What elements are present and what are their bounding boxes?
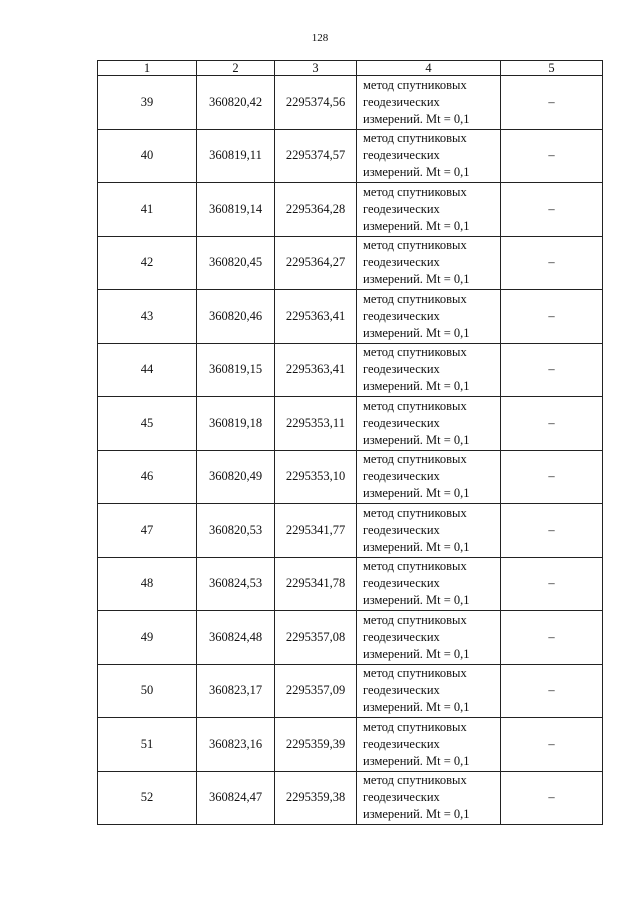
- note-cell: –: [501, 76, 603, 130]
- note-cell: –: [501, 664, 603, 718]
- x-coordinate-cell: 360820,42: [197, 76, 275, 130]
- y-coordinate-cell: 2295364,27: [275, 236, 357, 290]
- x-coordinate-cell: 360820,45: [197, 236, 275, 290]
- method-cell: метод спутниковых геодезических измерений. Mt = 0,1: [357, 397, 501, 451]
- note-cell: –: [501, 718, 603, 772]
- point-number-cell: 51: [98, 718, 197, 772]
- x-coordinate-cell: 360823,17: [197, 664, 275, 718]
- note-cell: –: [501, 450, 603, 504]
- point-number-cell: 42: [98, 236, 197, 290]
- x-coordinate-cell: 360819,14: [197, 183, 275, 237]
- header-col-3: 3: [275, 61, 357, 76]
- table-row: [98, 771, 603, 825]
- header-col-2: 2: [197, 61, 275, 76]
- table-row: [98, 236, 603, 290]
- note-cell: –: [501, 183, 603, 237]
- coordinates-table: [97, 60, 603, 825]
- y-coordinate-cell: 2295341,78: [275, 557, 357, 611]
- note-cell: –: [501, 343, 603, 397]
- header-col-1: 1: [98, 61, 197, 76]
- point-number-cell: 44: [98, 343, 197, 397]
- method-cell: метод спутниковых геодезических измерений. Mt = 0,1: [357, 557, 501, 611]
- method-cell: метод спутниковых геодезических измерений. Mt = 0,1: [357, 343, 501, 397]
- point-number-cell: 50: [98, 664, 197, 718]
- table-row: [98, 343, 603, 397]
- table-row: [98, 450, 603, 504]
- table-row: [98, 183, 603, 237]
- note-cell: –: [501, 611, 603, 665]
- table-row: [98, 557, 603, 611]
- y-coordinate-cell: 2295341,77: [275, 504, 357, 558]
- y-coordinate-cell: 2295353,11: [275, 397, 357, 451]
- method-cell: метод спутниковых геодезических измерений. Mt = 0,1: [357, 771, 501, 825]
- point-number-cell: 39: [98, 76, 197, 130]
- table-row: [98, 129, 603, 183]
- method-cell: метод спутниковых геодезических измерений. Mt = 0,1: [357, 504, 501, 558]
- y-coordinate-cell: 2295357,09: [275, 664, 357, 718]
- method-cell: метод спутниковых геодезических измерений. Mt = 0,1: [357, 236, 501, 290]
- y-coordinate-cell: 2295357,08: [275, 611, 357, 665]
- method-cell: метод спутниковых геодезических измерений. Mt = 0,1: [357, 611, 501, 665]
- point-number-cell: 48: [98, 557, 197, 611]
- x-coordinate-cell: 360820,53: [197, 504, 275, 558]
- y-coordinate-cell: 2295363,41: [275, 290, 357, 344]
- x-coordinate-cell: 360820,49: [197, 450, 275, 504]
- y-coordinate-cell: 2295363,41: [275, 343, 357, 397]
- point-number-cell: 45: [98, 397, 197, 451]
- method-cell: метод спутниковых геодезических измерений. Mt = 0,1: [357, 718, 501, 772]
- note-cell: –: [501, 397, 603, 451]
- note-cell: –: [501, 290, 603, 344]
- table-row: [98, 290, 603, 344]
- header-col-5: 5: [501, 61, 603, 76]
- y-coordinate-cell: 2295374,56: [275, 76, 357, 130]
- x-coordinate-cell: 360824,48: [197, 611, 275, 665]
- point-number-cell: 52: [98, 771, 197, 825]
- method-cell: метод спутниковых геодезических измерений. Mt = 0,1: [357, 183, 501, 237]
- method-cell: метод спутниковых геодезических измерений. Mt = 0,1: [357, 129, 501, 183]
- header-col-4: 4: [357, 61, 501, 76]
- note-cell: –: [501, 557, 603, 611]
- page-number: 128: [311, 32, 329, 44]
- x-coordinate-cell: 360819,11: [197, 129, 275, 183]
- y-coordinate-cell: 2295353,10: [275, 450, 357, 504]
- point-number-cell: 40: [98, 129, 197, 183]
- method-cell: метод спутниковых геодезических измерений. Mt = 0,1: [357, 664, 501, 718]
- y-coordinate-cell: 2295364,28: [275, 183, 357, 237]
- method-cell: метод спутниковых геодезических измерений. Mt = 0,1: [357, 76, 501, 130]
- point-number-cell: 49: [98, 611, 197, 665]
- x-coordinate-cell: 360823,16: [197, 718, 275, 772]
- table-row: [98, 397, 603, 451]
- method-cell: метод спутниковых геодезических измерений. Mt = 0,1: [357, 290, 501, 344]
- point-number-cell: 47: [98, 504, 197, 558]
- table-row: [98, 664, 603, 718]
- header-row: [98, 61, 603, 76]
- x-coordinate-cell: 360824,47: [197, 771, 275, 825]
- y-coordinate-cell: 2295359,39: [275, 718, 357, 772]
- point-number-cell: 41: [98, 183, 197, 237]
- note-cell: –: [501, 236, 603, 290]
- x-coordinate-cell: 360819,15: [197, 343, 275, 397]
- table-row: [98, 718, 603, 772]
- y-coordinate-cell: 2295374,57: [275, 129, 357, 183]
- note-cell: –: [501, 771, 603, 825]
- method-cell: метод спутниковых геодезических измерений. Mt = 0,1: [357, 450, 501, 504]
- table-row: [98, 504, 603, 558]
- table-body: [98, 76, 603, 825]
- y-coordinate-cell: 2295359,38: [275, 771, 357, 825]
- note-cell: –: [501, 504, 603, 558]
- point-number-cell: 46: [98, 450, 197, 504]
- table-row: [98, 76, 603, 130]
- x-coordinate-cell: 360824,53: [197, 557, 275, 611]
- x-coordinate-cell: 360820,46: [197, 290, 275, 344]
- note-cell: –: [501, 129, 603, 183]
- x-coordinate-cell: 360819,18: [197, 397, 275, 451]
- point-number-cell: 43: [98, 290, 197, 344]
- table-row: [98, 611, 603, 665]
